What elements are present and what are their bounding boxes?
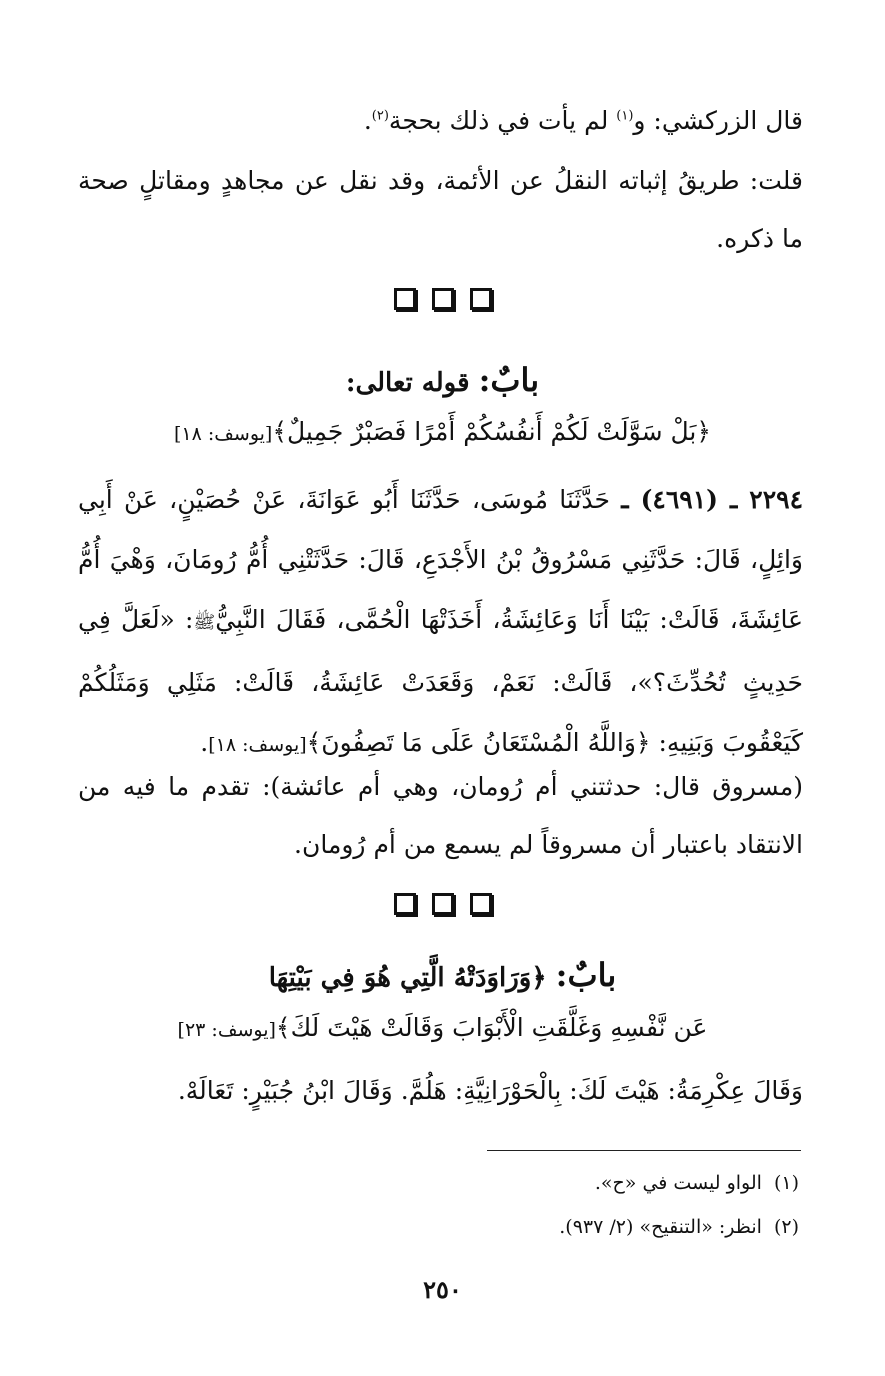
square-ornament-icon (432, 288, 454, 310)
square-ornament-icon (394, 893, 416, 915)
hadith-text: حَدَّثَنَا مُوسَى، حَدَّثَنَا أَبُو عَوَانَةَ، عَنْ حُصَيْنٍ، عَنْ أَبِي وَائِلٍ، قَالَ: حَدَّثَنِي مَسْرُوقُ بْنُ الأَجْدَعِ، قَالَ: حَدَّثَتْنِي أُمُّ رُومَانَ، وَهْيَ أُمُّ عَائِشَةَ، قَالَتْ: بَيْنَا أَنَا وَعَائِشَةُ، أَخَذَتْهَا الْحُمَّى، فَقَالَ النَّبِيُّ (78, 485, 803, 634)
quran-verse: ﴿وَاللَّهُ الْمُسْتَعَانُ عَلَى مَا تَصِفُونَ﴾ (306, 728, 651, 757)
hadith-text: : «لَعَلَّ فِي حَدِيثٍ تُحُدِّثَ؟»، قَالَتْ: نَعَمْ، وَقَعَدَتْ عَائِشَةُ، قَالَتْ: مَثَلِي وَمَثَلُكُمْ كَيَعْقُوبَ وَبَنِيهِ: (78, 605, 803, 757)
honorific-glyph: ﷺ (193, 612, 216, 633)
text-segment: . (363, 106, 372, 135)
quran-verse: عَن نَّفْسِهِ وَغَلَّقَتِ الْأَبْوَابَ وَقَالَتْ هَيْتَ لَكَ﴾ (275, 1013, 708, 1042)
hadith-number: ٢٢٩٤ ـ (٤٦٩١) ـ (621, 485, 804, 514)
footnote-divider (487, 1150, 801, 1151)
footnote-text: الواو ليست في «ح». (594, 1172, 762, 1194)
footnote-1 (200, 1168, 799, 1198)
chapter-title: قوله تعالى: (345, 368, 479, 398)
quran-verse: ﴿وَرَاوَدَتْهُ الَّتِي هُوَ فِي بَيْتِهَا (268, 963, 556, 993)
footnote-text: انظر: «التنقيح» (٢/ ٩٣٧). (559, 1216, 762, 1238)
section-separator (0, 893, 885, 915)
ikrimah-paragraph: وَقَالَ عِكْرِمَةُ: هَيْتَ لَكَ: بِالْحَوْرَانِيَّةِ: هَلُمَّ. وَقَالَ ابْنُ جُبَيْرٍ: تَعَالَهْ. (177, 1076, 803, 1105)
page-number: ٢٥٠ (423, 1275, 462, 1304)
quran-verse: ﴿بَلْ سَوَّلَتْ لَكُمْ أَنفُسُكُمْ أَمْرًا فَصَبْرٌ جَمِيلٌ﴾ (272, 417, 712, 446)
footnote-marker-1[interactable]: (١) (616, 108, 634, 124)
author-comment-paragraph: قلت: طريقُ إثباته النقلُ عن الأئمة، وقد نقل عن مجاهدٍ ومقاتلٍ صحة ما ذكره. (78, 166, 803, 253)
verse-reference: [يوسف: ١٨] (208, 734, 307, 756)
chapter-lead: بابٌ: (478, 361, 540, 399)
commentary-paragraph: (مسروق قال: حدثتني أم رُومان، وهي أم عائشة): تقدم ما فيه من الانتقاد باعتبار أن مسروقاً لم يسمع من أم رُومان. (78, 772, 803, 859)
text-segment: . (200, 728, 209, 757)
text-segment: لم يأت في ذلك بحجة (388, 106, 617, 135)
chapter-heading (0, 360, 885, 403)
chapter-verse (0, 1008, 885, 1050)
hadith-paragraph (78, 470, 803, 775)
square-ornament-icon (432, 893, 454, 915)
footnote-number: (٢) (773, 1216, 799, 1238)
chapter-lead: بابٌ: (555, 956, 617, 994)
square-ornament-icon (470, 288, 492, 310)
verse-reference: [يوسف: ١٨] (173, 423, 273, 445)
square-ornament-icon (394, 288, 416, 310)
section-separator (0, 288, 885, 310)
chapter-verse (0, 412, 885, 454)
square-ornament-icon (470, 893, 492, 915)
footnote-2 (200, 1212, 799, 1242)
verse-reference: [يوسف: ٢٣] (177, 1019, 276, 1041)
zarkashi-paragraph (78, 92, 803, 150)
footnote-marker-2[interactable]: (٢) (371, 108, 389, 124)
chapter-heading (0, 955, 885, 998)
footnote-number: (١) (773, 1172, 799, 1194)
text-segment: قال الزركشي: و (633, 106, 803, 135)
